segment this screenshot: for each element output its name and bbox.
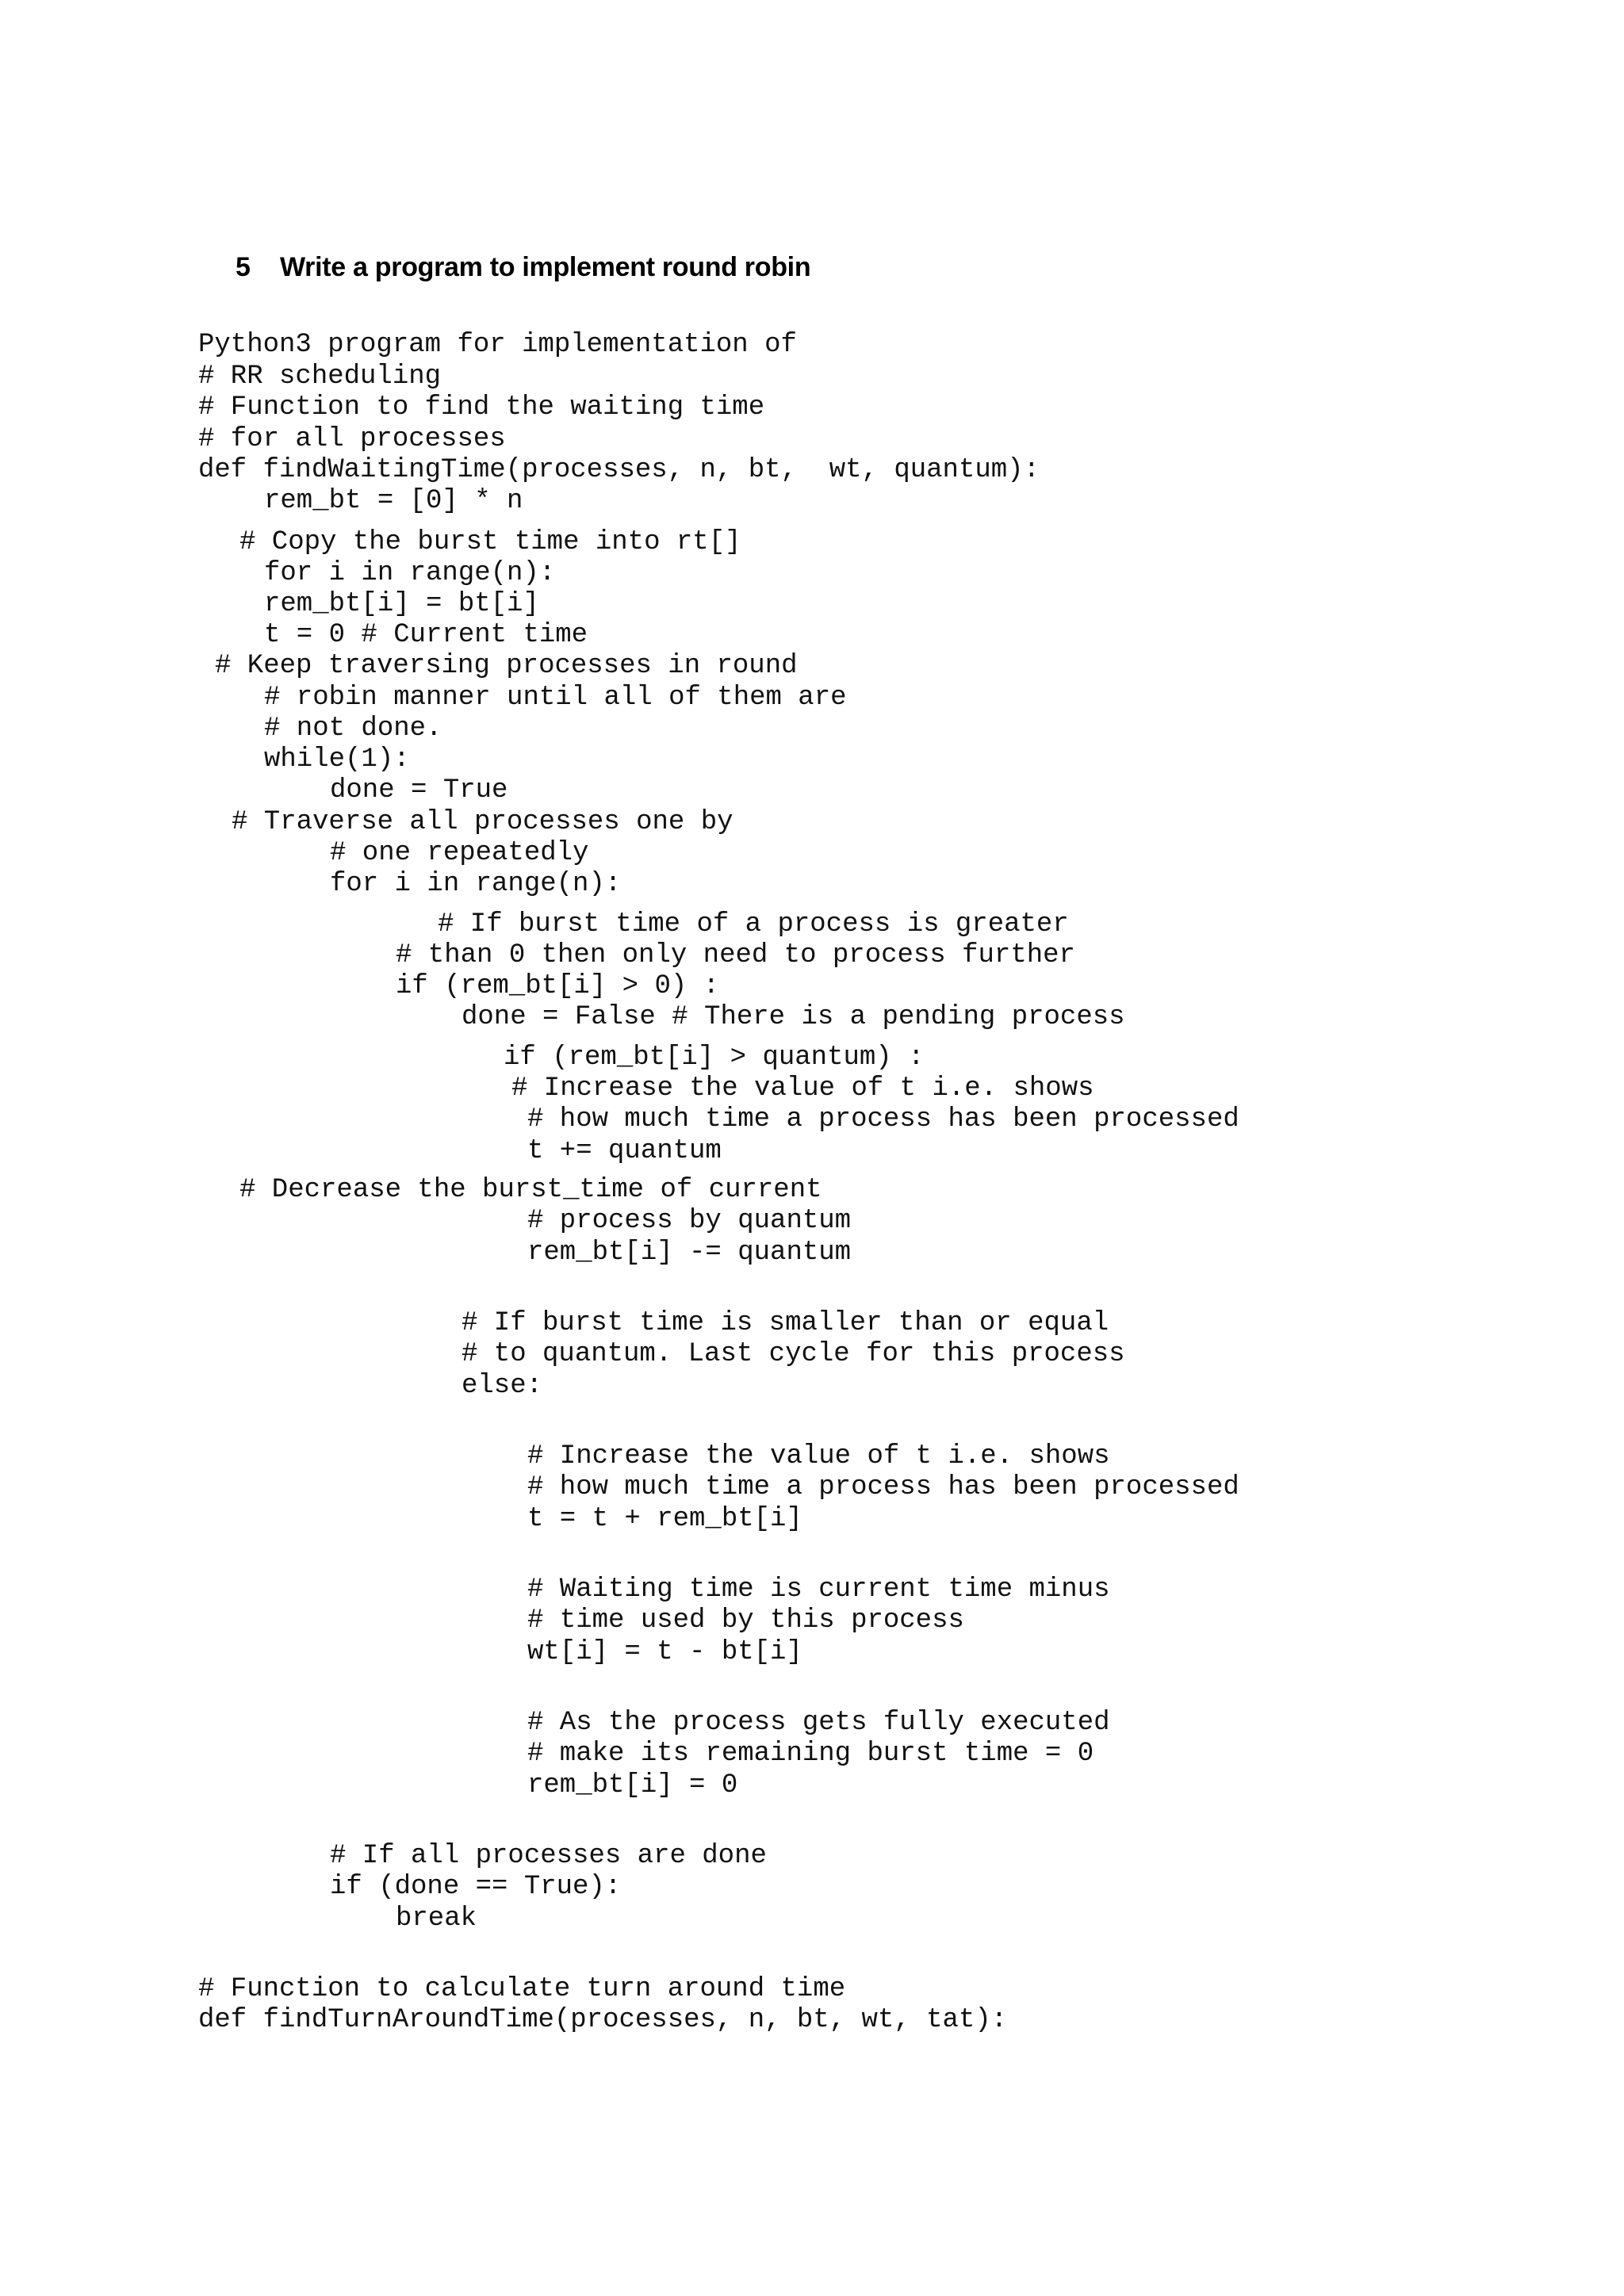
code-line: # Increase the value of t i.e. shows	[527, 1441, 1110, 1471]
code-line: # Function to find the waiting time	[198, 392, 765, 423]
code-line: for i in range(n):	[330, 869, 622, 899]
code-line: Python3 program for implementation of	[198, 330, 797, 360]
code-line: # Increase the value of t i.e. shows	[511, 1073, 1094, 1104]
code-line: # than 0 then only need to process further	[396, 940, 1075, 970]
code-line: # to quantum. Last cycle for this process	[462, 1339, 1125, 1369]
code-line: # not done.	[264, 714, 442, 744]
code-line: # make its remaining burst time = 0	[527, 1739, 1094, 1769]
code-line: if (rem_bt[i] > 0) :	[396, 971, 720, 1001]
code-line: # Function to calculate turn around time	[198, 1974, 846, 2004]
code-line: if (rem_bt[i] > quantum) :	[504, 1043, 925, 1073]
code-line: # for all processes	[198, 424, 506, 454]
code-line: else:	[462, 1371, 543, 1401]
code-line: # Traverse all processes one by	[232, 807, 733, 837]
code-line: rem_bt[i] = 0	[527, 1770, 738, 1800]
code-line: # time used by this process	[527, 1605, 964, 1636]
code-line: rem_bt[i] -= quantum	[527, 1238, 852, 1268]
code-line: rem_bt[i] = bt[i]	[264, 589, 539, 619]
code-line: t = 0 # Current time	[264, 620, 588, 650]
code-line: # how much time a process has been processed	[527, 1104, 1239, 1135]
code-line: # how much time a process has been processed	[527, 1472, 1239, 1502]
section-number: 5	[236, 252, 251, 282]
code-line: rem_bt = [0] * n	[264, 486, 523, 516]
code-line: # robin manner until all of them are	[264, 683, 847, 713]
section-title: Write a program to implement round robin	[280, 252, 811, 282]
code-line: t += quantum	[527, 1136, 722, 1166]
code-line: # Waiting time is current time minus	[527, 1575, 1110, 1605]
code-line: done = False # There is a pending process	[462, 1002, 1125, 1032]
code-line: # RR scheduling	[198, 362, 442, 392]
code-line: done = True	[330, 775, 508, 806]
code-line: # Copy the burst time into rt[]	[239, 527, 741, 557]
code-line: for i in range(n):	[264, 558, 556, 588]
code-line: wt[i] = t - bt[i]	[527, 1637, 802, 1667]
code-line: while(1):	[264, 744, 410, 775]
code-line: if (done == True):	[330, 1872, 622, 1902]
code-line: # As the process gets fully executed	[527, 1708, 1110, 1738]
code-line: break	[396, 1904, 477, 1934]
code-line: # process by quantum	[527, 1206, 852, 1236]
code-line: t = t + rem_bt[i]	[527, 1504, 802, 1534]
code-line: def findWaitingTime(processes, n, bt, wt, quantum):	[198, 455, 1040, 485]
code-line: # one repeatedly	[330, 838, 589, 868]
code-line: # Decrease the burst_time of current	[239, 1175, 822, 1205]
code-line: # If burst time is smaller than or equal	[462, 1308, 1109, 1338]
code-line: # If all processes are done	[330, 1841, 767, 1871]
code-line: def findTurnAroundTime(processes, n, bt, wt, tat):	[198, 2005, 1008, 2035]
code-line: # Keep traversing processes in round	[215, 651, 798, 681]
code-line: # If burst time of a process is greater	[438, 909, 1069, 939]
